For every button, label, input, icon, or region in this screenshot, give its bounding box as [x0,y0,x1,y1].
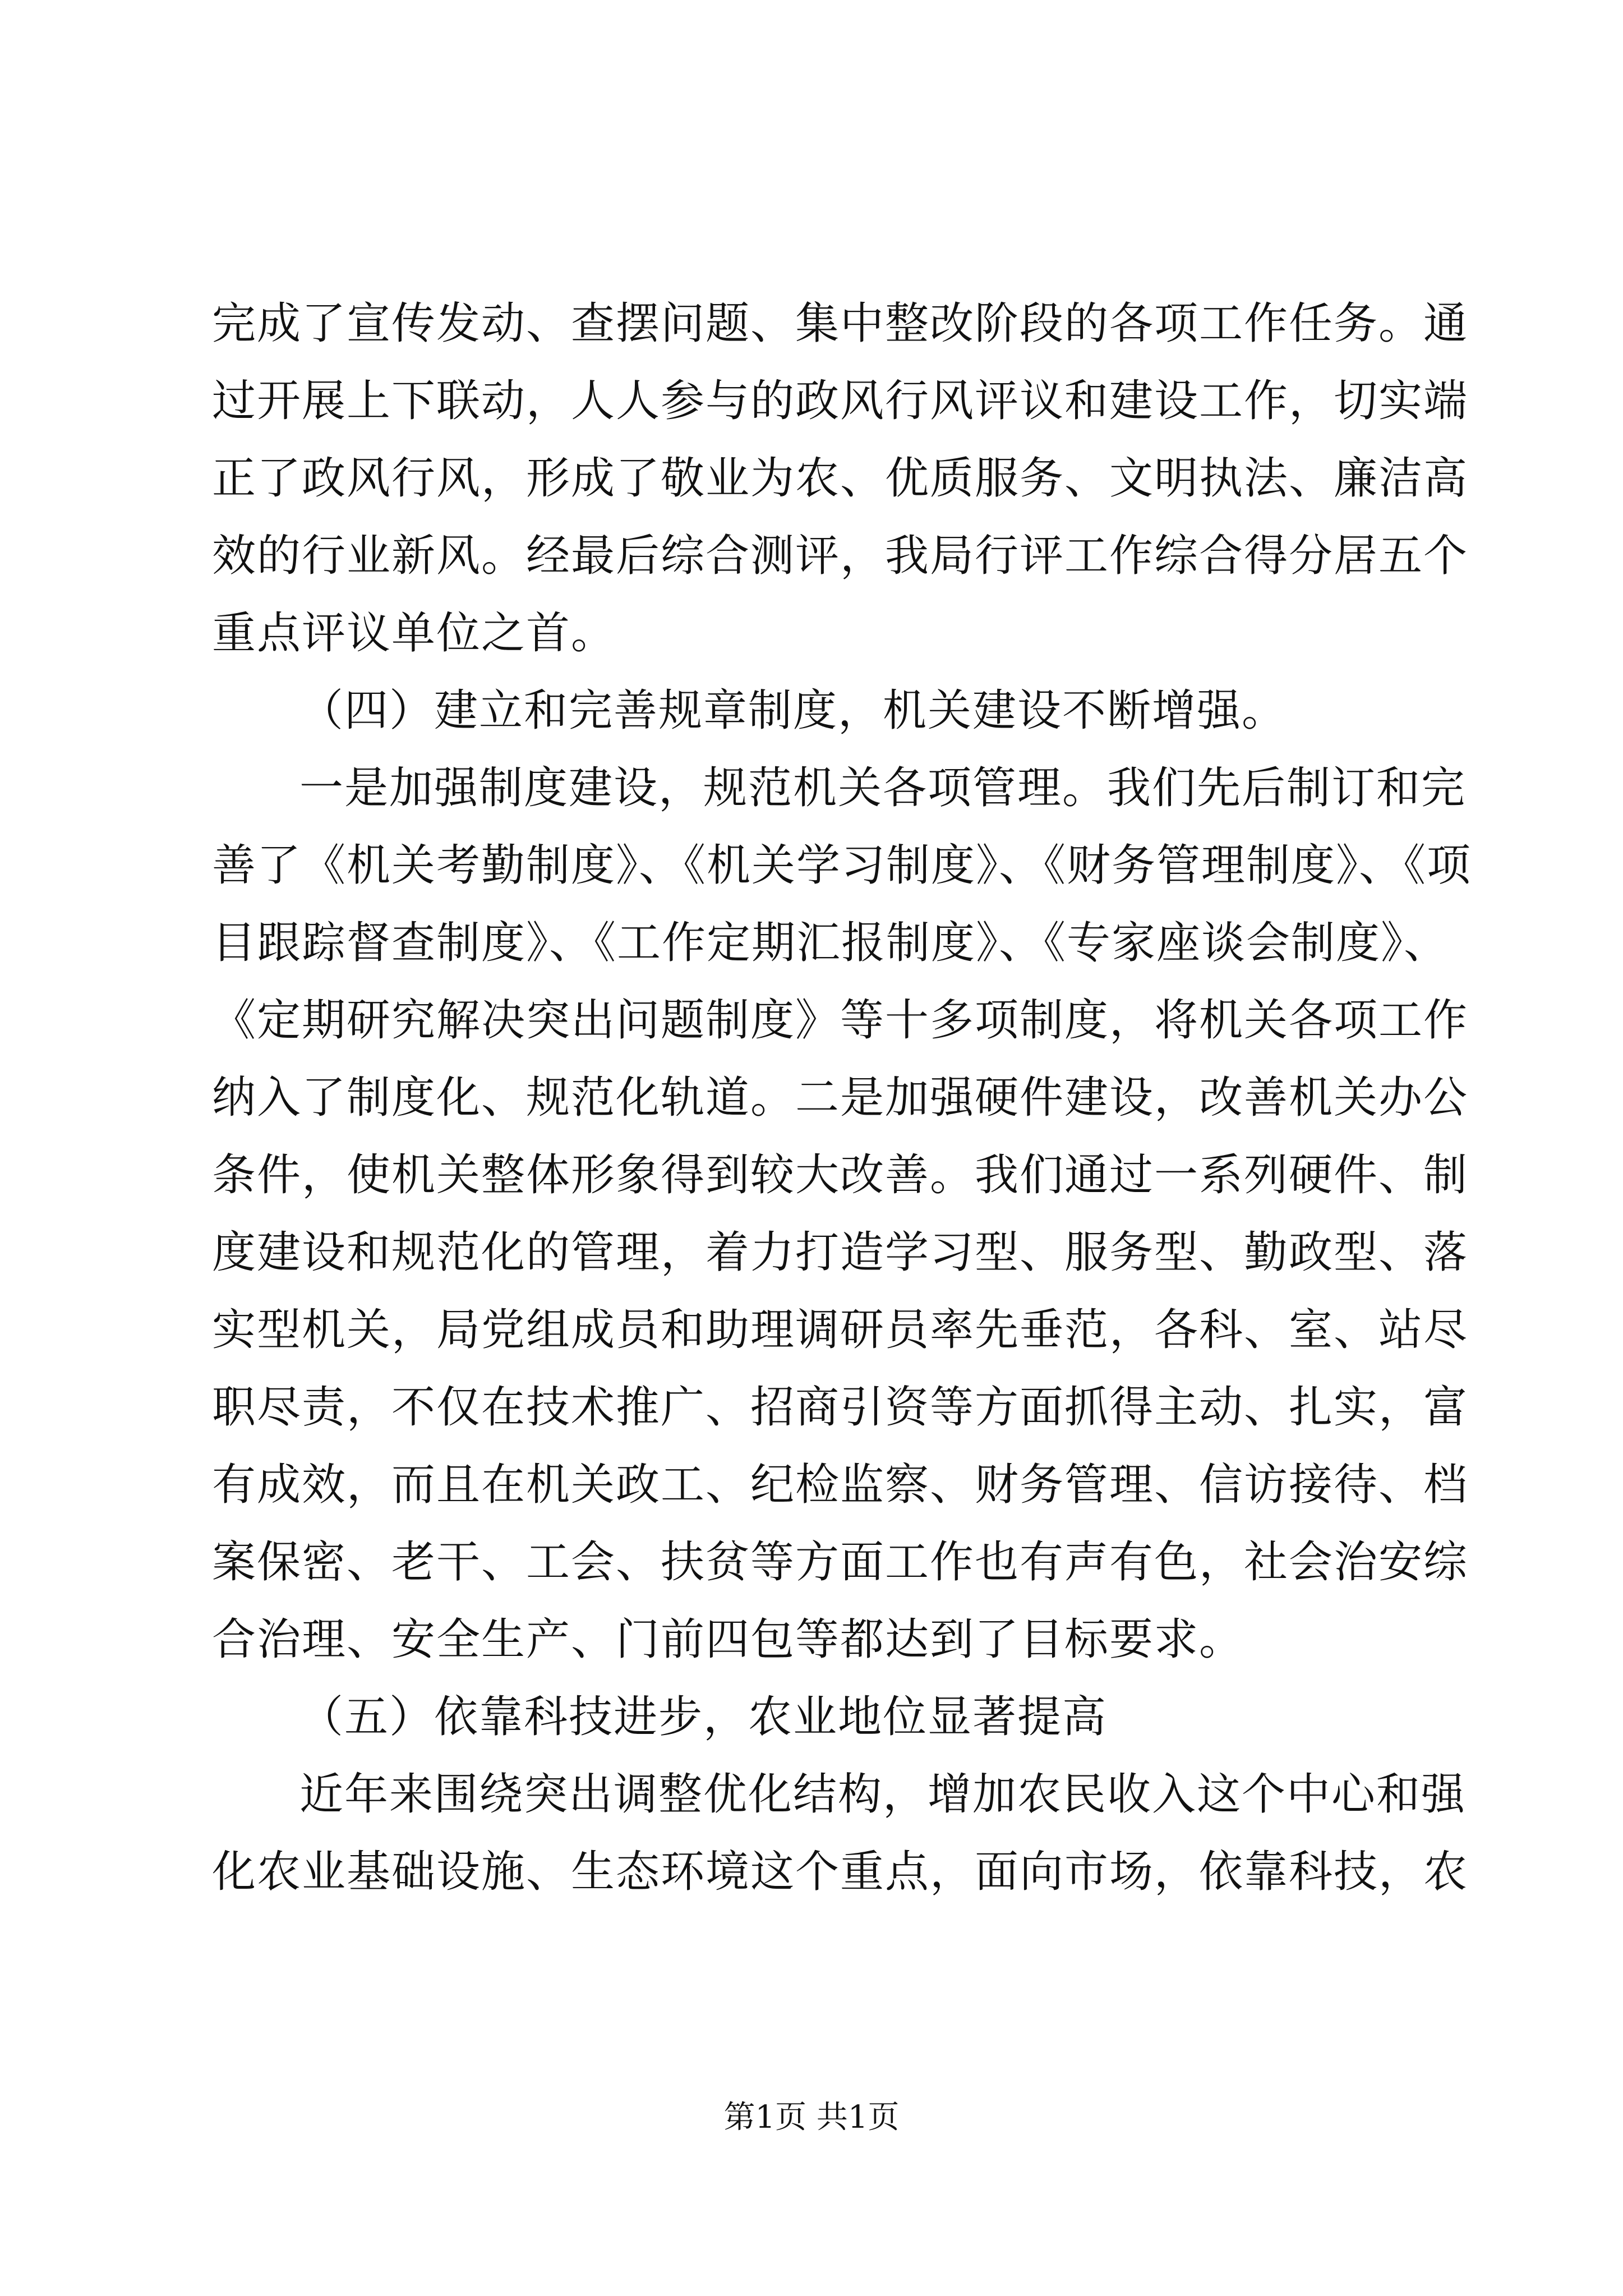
paragraph-line: 实型机关，局党组成员和助理调研员率先垂范，各科、室、站尽 [212,1305,1469,1355]
paragraph-line: 化农业基础设施、生态环境这个重点，面向市场，依靠科技，农 [212,1847,1469,1897]
paragraph-line: 近年来围绕突出调整优化结构，增加农民收入这个中心和强 [299,1769,1467,1820]
paragraph-line: 案保密、老干、工会、扶贫等方面工作也有声有色，社会治安综 [212,1537,1469,1588]
paragraph-line: 重点评议单位之首。 [212,608,616,659]
body-paragraph [212,749,1472,1678]
paragraph-line: 一是加强制度建设，规范机关各项管理。我们先后制订和完 [299,763,1467,813]
section-heading [212,1678,1412,1756]
heading-text: （五）依靠科技进步，农业地位显著提高 [299,1692,1108,1742]
paragraph-line: 效的行业新风。经最后综合测评，我局行评工作综合得分居五个 [212,531,1469,581]
body-paragraph [212,1756,1469,1911]
heading-text: （四）建立和完善规章制度，机关建设不断增强。 [299,685,1287,736]
section-heading [212,672,1412,749]
page-footer: 第1页 共1页 [723,2099,900,2136]
body-paragraph [212,285,1469,672]
document-body [212,285,1472,1911]
paragraph-line: 合治理、安全生产、门前四包等都达到了目标要求。 [212,1614,1244,1665]
paragraph-line: 有成效，而且在机关政工、纪检监察、财务管理、信访接待、档 [212,1460,1469,1510]
paragraph-line: 职尽责，不仅在技术推广、招商引资等方面抓得主动、扎实，富 [212,1382,1469,1433]
paragraph-line: 度建设和规范化的管理，着力打造学习型、服务型、勤政型、落 [212,1227,1469,1278]
paragraph-line: 条件，使机关整体形象得到较大改善。我们通过一系列硬件、制 [212,1150,1469,1200]
paragraph-line: 善了《机关考勤制度》、《机关学习制度》、《财务管理制度》、《项 [212,840,1472,891]
paragraph-line: 纳入了制度化、规范化轨道。二是加强硬件建设，改善机关办公 [212,1073,1469,1123]
paragraph-line: 目跟踪督查制度》、《工作定期汇报制度》、《专家座谈会制度》、 [212,918,1449,968]
paragraph-line: 过开展上下联动，人人参与的政风行风评议和建设工作，切实端 [212,376,1469,426]
paragraph-line: 完成了宣传发动、查摆问题、集中整改阶段的各项工作任务。通 [212,298,1469,349]
paragraph-line: 《定期研究解决突出问题制度》等十多项制度，将机关各项工作 [212,995,1469,1046]
paragraph-line: 正了政风行风，形成了敬业为农、优质服务、文明执法、廉洁高 [212,453,1469,504]
